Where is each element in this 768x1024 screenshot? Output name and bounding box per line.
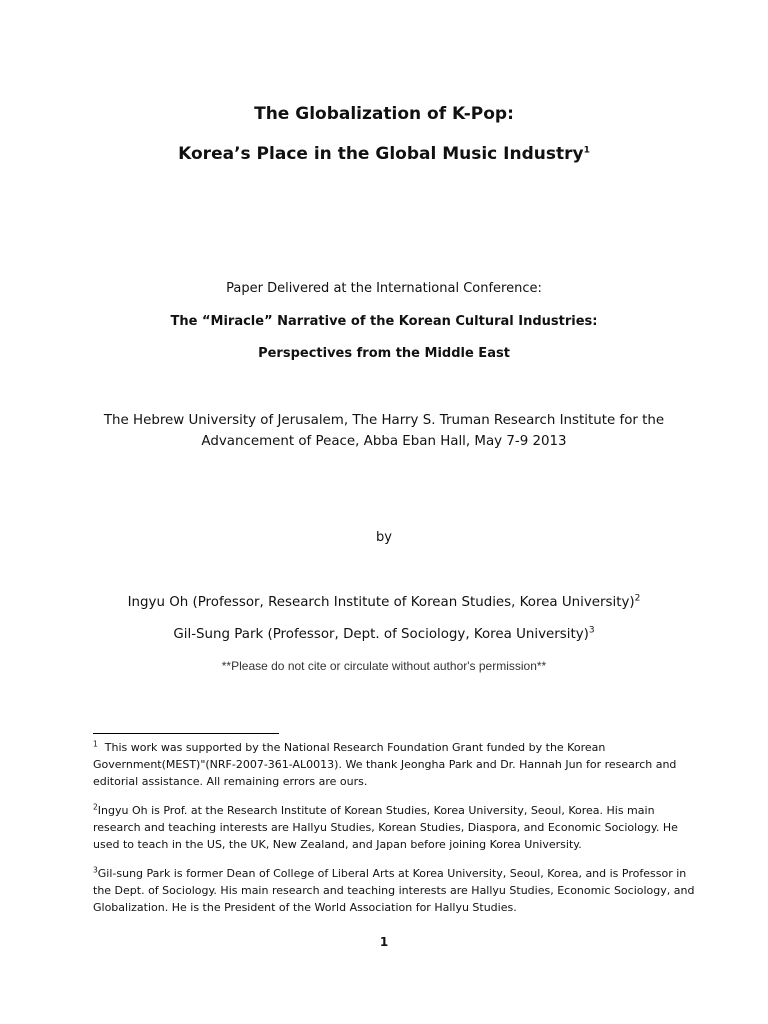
conference-theme-line1: The “Miracle” Narrative of the Korean Cultural Industries: [170, 314, 598, 329]
footnote-marker: 3 [93, 865, 98, 875]
citation-notice: **Please do not cite or circulate without author's permission** [221, 659, 547, 673]
paper-subtitle: Korea’s Place in the Global Music Industry$^1$ [178, 144, 590, 164]
footnote-ref-1: 1 [583, 145, 590, 156]
footnote-marker: 2 [93, 802, 98, 812]
author-2: Gil-Sung Park (Professor, Dept. of Sociology, Korea University)$^3$ [173, 625, 595, 642]
footnote-marker: 1 [93, 739, 98, 749]
footnote-ref-3: 3 [588, 625, 595, 636]
byline: by [376, 530, 392, 545]
conference-delivered: Paper Delivered at the International Conference: [226, 281, 542, 296]
paper-title: The Globalization of K-Pop: [254, 104, 514, 124]
author-1: Ingyu Oh (Professor, Research Institute of Korean Studies, Korea University)$^2$ [127, 593, 641, 610]
footnote-1: $^1$ This work was supported by the National Research Foundation Grant funded by the Korean Government(MEST)"(NRF-2007-361-AL0013). We thank Jeongha Park and Dr. Hannah Jun for research and editorial assistance. All remaining errors are ours. [93, 739, 677, 788]
conference-venue: The Hebrew University of Jerusalem, The Harry S. Truman Research Institute for the Advancement of Peace, Abba Eban Hall, May 7-9 2013 [103, 413, 665, 449]
conference-theme-line2: Perspectives from the Middle East [258, 346, 510, 361]
footnote-3: $^3$Gil-sung Park is former Dean of College of Liberal Arts at Korea University, Seoul, Korea, and is Professor in the Dept. of Sociology. His main research and teaching interests are Hallyu Studies, Economic Sociology, and Globalization. He is the President of the World Association for Hallyu Studies. [93, 865, 695, 914]
footnote-2: $^2$Ingyu Oh is Prof. at the Research Institute of Korean Studies, Korea University, Seoul, Korea. His main research and teaching interests are Hallyu Studies, Korean Studies, Diaspora, and Economic Sociology. He used to teach in the US, the UK, New Zealand, and Japan before joining Korea University. [93, 802, 678, 851]
page-number: 1 [379, 935, 389, 949]
footnote-divider [93, 733, 279, 734]
footnote-ref-2: 2 [634, 593, 641, 604]
